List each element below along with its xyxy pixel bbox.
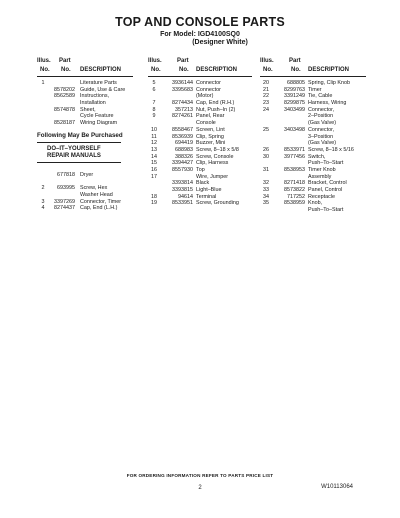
- part-number: 3393815: [172, 187, 193, 193]
- header-part-1: Part: [59, 58, 71, 64]
- table-row: [260, 200, 370, 207]
- parts-list: [148, 80, 256, 207]
- table-row: [260, 127, 370, 134]
- illus-number: 21: [263, 86, 269, 93]
- illus-number: 18: [151, 193, 157, 200]
- part-description: Connector, Timer: [80, 198, 122, 205]
- part-number: 677818: [57, 171, 75, 178]
- table-row: [148, 174, 256, 181]
- document-number: W10113064: [321, 484, 353, 490]
- part-description: Connector,: [308, 126, 335, 133]
- header-description: DESCRIPTION: [196, 67, 238, 73]
- parts-list: [260, 80, 370, 214]
- table-row: [37, 179, 137, 186]
- illus-number: 33: [263, 187, 269, 193]
- part-number: 3395683: [172, 86, 193, 93]
- part-description: Screw, 8–18 x 5/8: [196, 146, 239, 153]
- part-description: Dryer: [80, 171, 94, 178]
- illus-number: 3: [41, 198, 45, 205]
- part-description: Timer Knob: [308, 166, 336, 173]
- section-rule: [37, 142, 121, 143]
- part-description: Connector,: [308, 106, 335, 113]
- table-row: [148, 107, 256, 114]
- illus-number: 24: [263, 106, 269, 113]
- part-description: Tie, Cable: [308, 93, 333, 100]
- header-rule: [148, 76, 252, 77]
- header-illus-1: Illus.: [148, 58, 162, 64]
- illus-number: 6: [152, 86, 156, 93]
- page-number: 2: [198, 485, 202, 491]
- illus-number: 31: [263, 166, 269, 173]
- part-description: Cycle Feature: [80, 113, 114, 120]
- header-rule: [260, 76, 366, 77]
- table-row: [260, 80, 370, 87]
- table-row: [148, 120, 256, 127]
- header-part-2: No.: [291, 67, 301, 73]
- part-description: Top: [196, 166, 205, 173]
- part-number: 8274437: [54, 205, 75, 212]
- part-number: 3393814: [172, 180, 193, 187]
- illus-number: 14: [151, 153, 157, 160]
- table-row: [260, 140, 370, 147]
- table-row: [148, 194, 256, 201]
- part-number: 8271418: [284, 180, 305, 187]
- part-number: 8528187: [54, 120, 75, 127]
- part-number: 8536939: [172, 133, 193, 140]
- illus-number: 1: [41, 80, 45, 86]
- illus-number: 4: [41, 205, 45, 212]
- part-description: Console: [196, 120, 216, 127]
- table-row: [148, 160, 256, 167]
- table-row: [37, 172, 137, 179]
- table-row: [148, 113, 256, 120]
- header-part-2: No.: [179, 67, 189, 73]
- part-number: 8274261: [172, 113, 193, 120]
- header-part-2: No.: [61, 67, 71, 73]
- table-row: [260, 100, 370, 107]
- table-row: [148, 154, 256, 161]
- part-number: 8558467: [172, 126, 193, 133]
- illus-number: 13: [151, 146, 157, 153]
- table-row: [260, 160, 370, 167]
- table-row: [260, 154, 370, 161]
- table-row: [148, 167, 256, 174]
- table-row: [37, 107, 137, 114]
- table-row: [148, 187, 256, 194]
- model-info: [0, 31, 400, 47]
- part-description: (Gas Valve): [308, 120, 337, 127]
- part-description: Nut, Push–In (2): [196, 106, 236, 113]
- part-number: 3394427: [172, 160, 193, 167]
- illus-number: 15: [151, 160, 157, 167]
- part-description: Screw, Grounding: [196, 200, 239, 207]
- illus-number: 25: [263, 126, 269, 133]
- table-row: [37, 192, 137, 199]
- part-number: 8299875: [284, 100, 305, 107]
- part-description: Switch,: [308, 153, 326, 160]
- parts-list: [37, 80, 137, 127]
- part-description: Washer Head: [80, 191, 113, 198]
- column-header: [37, 58, 137, 76]
- table-row: [260, 194, 370, 201]
- part-description: Connector: [196, 86, 221, 93]
- part-description: Knob,: [308, 200, 323, 207]
- table-row: [260, 107, 370, 114]
- part-description: Cap, End (R.H.): [196, 100, 235, 107]
- header-description: DESCRIPTION: [80, 67, 122, 73]
- part-number: 688983: [175, 146, 193, 153]
- table-row: [37, 93, 137, 100]
- header-part-1: Part: [177, 58, 189, 64]
- header-illus-2: No.: [263, 67, 273, 73]
- part-number: 717252: [287, 193, 305, 200]
- part-description: Assembly: [308, 173, 332, 180]
- table-row: [37, 185, 137, 192]
- table-row: [260, 87, 370, 94]
- part-number: 8574878: [54, 106, 75, 113]
- part-description: Guide, Use & Care: [80, 86, 126, 93]
- illus-number: 23: [263, 100, 269, 107]
- part-description: (Motor): [196, 93, 214, 100]
- part-number: 8538953: [284, 166, 305, 173]
- part-number: 3977456: [284, 153, 305, 160]
- part-description: Literature Parts: [80, 80, 117, 86]
- illus-number: 20: [263, 80, 269, 86]
- table-row: [260, 174, 370, 181]
- table-row: [37, 199, 137, 206]
- illus-number: 16: [151, 166, 157, 173]
- part-number: 8533951: [172, 200, 193, 207]
- illus-number: 7: [152, 100, 156, 107]
- illus-number: 26: [263, 146, 269, 153]
- part-description: Black: [196, 180, 210, 187]
- table-row: [148, 127, 256, 134]
- table-row: [260, 167, 370, 174]
- table-row: [148, 140, 256, 147]
- section-rule: [37, 162, 121, 163]
- illus-number: 30: [263, 153, 269, 160]
- model-sub: (Designer White): [192, 39, 248, 46]
- illus-number: 19: [151, 200, 157, 207]
- part-description: Wire, Jumper: [196, 173, 229, 180]
- table-row: [37, 205, 137, 212]
- table-row: [260, 147, 370, 154]
- part-description: Light–Blue: [196, 187, 222, 193]
- illus-number: 11: [151, 133, 157, 140]
- table-row: [37, 100, 137, 107]
- table-row: [37, 87, 137, 94]
- illus-number: 22: [263, 93, 269, 100]
- parts-list: [37, 172, 137, 212]
- illus-number: 10: [151, 126, 157, 133]
- table-row: [260, 93, 370, 100]
- part-number: 8299763: [284, 86, 305, 93]
- part-number: 8538959: [284, 200, 305, 207]
- part-number: 8573822: [284, 187, 305, 193]
- part-description: Instructions,: [80, 93, 110, 100]
- part-description: Push–To–Start: [308, 207, 344, 214]
- part-description: Connector: [196, 80, 221, 86]
- header-illus-2: No.: [151, 67, 161, 73]
- part-description: 2–Position: [308, 113, 334, 120]
- table-row: [260, 187, 370, 194]
- table-row: [148, 87, 256, 94]
- illus-number: 9: [152, 113, 156, 120]
- part-number: 94614: [178, 193, 193, 200]
- header-illus-1: Illus.: [260, 58, 274, 64]
- parts-column-2: [148, 58, 256, 207]
- illus-number: 5: [152, 80, 156, 86]
- column-header: [260, 58, 370, 76]
- illus-number: 12: [151, 140, 157, 147]
- part-description: Screw, Hex: [80, 185, 108, 192]
- parts-column-3: [260, 58, 370, 214]
- diy-heading: DO–IT–YOURSELF: [47, 145, 101, 152]
- part-number: 8578202: [54, 86, 75, 93]
- part-number: 8557930: [172, 166, 193, 173]
- part-number: 3391249: [284, 93, 305, 100]
- part-description: Bracket, Control: [308, 180, 347, 187]
- ordering-footer: FOR ORDERING INFORMATION REFER TO PARTS PRICE LIST: [126, 473, 274, 478]
- part-description: Spring, Clip Knob: [308, 80, 350, 86]
- part-description: Buzzer, Mini: [196, 140, 226, 147]
- part-description: Clip, Spring: [196, 133, 224, 140]
- table-row: [148, 180, 256, 187]
- page-title: TOP AND CONSOLE PARTS: [115, 15, 285, 29]
- model-line: For Model: IGD4100SQ0: [160, 31, 240, 38]
- part-description: (Gas Valve): [308, 140, 337, 147]
- header-illus-2: No.: [40, 67, 50, 73]
- table-row: [260, 113, 370, 120]
- part-description: Installation: [80, 100, 106, 107]
- part-number: 3936144: [172, 80, 193, 86]
- part-description: Terminal: [196, 193, 217, 200]
- part-number: 8274434: [172, 100, 193, 107]
- part-number: 688805: [287, 80, 305, 86]
- part-description: Harness, Wiring: [308, 100, 347, 107]
- table-row: [260, 134, 370, 141]
- illus-number: 34: [263, 193, 269, 200]
- illus-number: 2: [41, 185, 45, 192]
- part-description: Panel, Control: [308, 187, 343, 193]
- part-description: Cap, End (L.H.): [80, 205, 118, 212]
- table-row: [148, 147, 256, 154]
- part-number: 388326: [175, 153, 193, 160]
- header-description: DESCRIPTION: [308, 67, 350, 73]
- part-number: 694419: [175, 140, 193, 147]
- header-part-1: Part: [289, 58, 301, 64]
- illus-number: 32: [263, 180, 269, 187]
- table-row: [148, 93, 256, 100]
- part-description: Wiring Diagram: [80, 120, 118, 127]
- part-number: 357213: [175, 106, 193, 113]
- part-description: Panel, Rear: [196, 113, 225, 120]
- table-row: [260, 120, 370, 127]
- part-description: Sheet,: [80, 106, 96, 113]
- part-number: 8562589: [54, 93, 75, 100]
- part-description: Screen, Lint: [196, 126, 225, 133]
- part-number: 3403498: [284, 126, 305, 133]
- illus-number: 17: [151, 173, 157, 180]
- part-description: Push–To–Start: [308, 160, 344, 167]
- section-title: Following May Be Purchased: [37, 131, 123, 139]
- table-row: [37, 80, 137, 87]
- part-description: Timer: [308, 86, 322, 93]
- part-description: Receptacle: [308, 193, 335, 200]
- table-row: [148, 100, 256, 107]
- table-row: [148, 134, 256, 141]
- illus-number: 8: [152, 106, 156, 113]
- parts-column-1: [37, 58, 137, 212]
- part-number: 3403499: [284, 106, 305, 113]
- part-number: 3397269: [54, 198, 75, 205]
- part-description: Clip, Harness: [196, 160, 229, 167]
- part-number: 8533971: [284, 146, 305, 153]
- header-illus-1: Illus.: [37, 58, 51, 64]
- table-row: [260, 207, 370, 214]
- part-description: Screw, 8–18 x 5/16: [308, 146, 354, 153]
- table-row: [260, 180, 370, 187]
- table-row: [37, 113, 137, 120]
- header-rule: [37, 76, 133, 77]
- table-row: [148, 80, 256, 87]
- part-description: Screw, Console: [196, 153, 234, 160]
- column-header: [148, 58, 256, 76]
- diy-heading: REPAIR MANUALS: [47, 152, 101, 159]
- illus-number: 35: [263, 200, 269, 207]
- part-description: 3–Position: [308, 133, 334, 140]
- part-number: 693995: [57, 185, 75, 192]
- table-row: [148, 200, 256, 207]
- table-row: [37, 120, 137, 127]
